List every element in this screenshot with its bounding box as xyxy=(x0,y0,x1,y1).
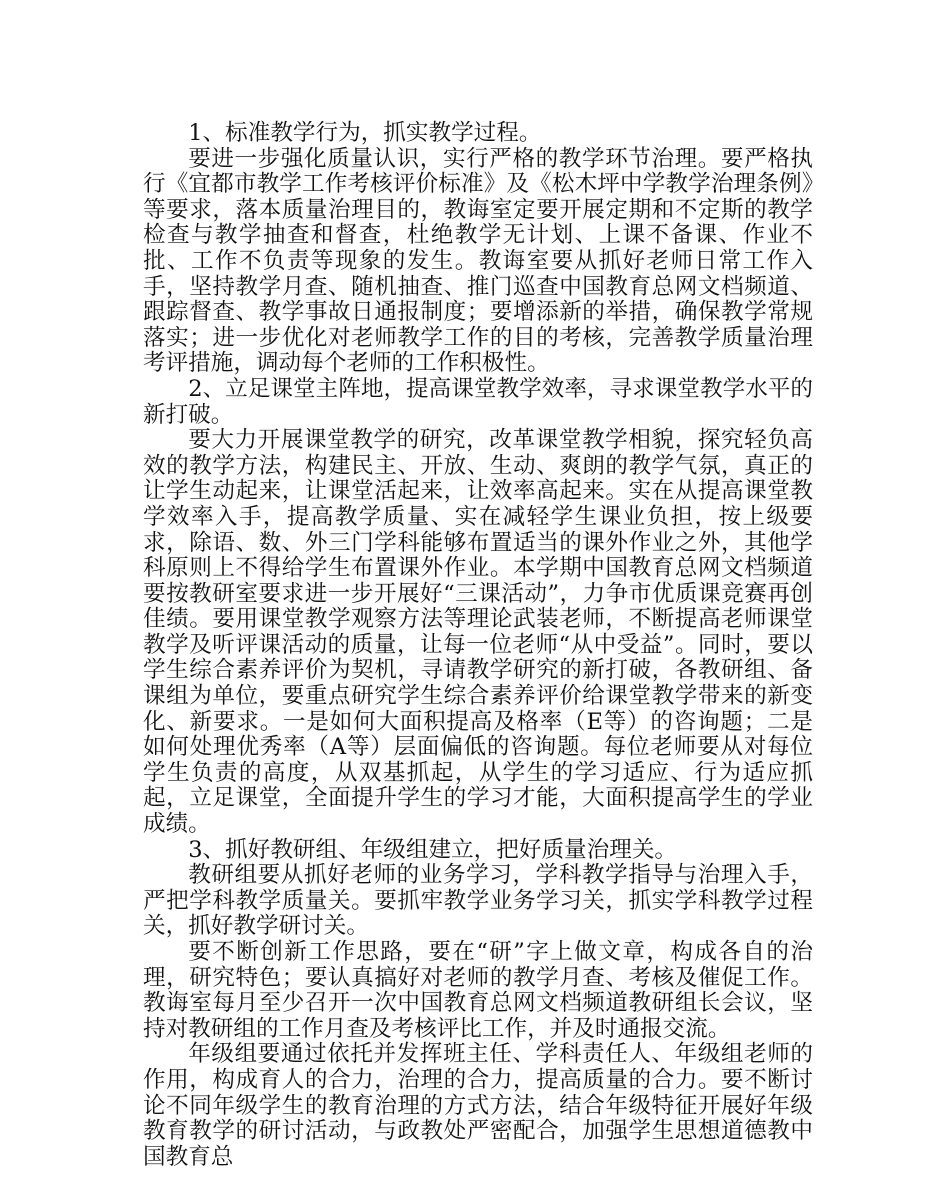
document-body xyxy=(143,121,813,1170)
section-heading-2: 2、立足课堂主阵地，提高课堂教学效率，寻求课堂教学水平的新打破。 xyxy=(143,375,813,428)
body-paragraph: 年级组要通过依托并发挥班主任、学科责任人、年级组老师的作用，构成育人的合力，治理的合力，提高质量的合力。要不断讨论不同年级学生的教育治理的方式方法，结合年级特征开展好年级教育教学的研讨活动，与政教处严密配合，加强学生思想道德教中国教育总 xyxy=(143,1041,813,1170)
body-paragraph: 要进一步强化质量认识，实行严格的教学环节治理。要严格执行《宜都市教学工作考核评价标准》及《松木坪中学教学治理条例》等要求，落本质量治理目的，教诲室定要开展定期和不定斯的教学检查与教学抽查和督查，杜绝教学无计划、上课不备课、作业不批、工作不负责等现象的发生。教诲室要从抓好老师日常工作入手，坚持教学月查、随机抽查、推门巡查中国教育总网文档频道、跟踪督查、教学事故日通报制度；要增添新的举措，确保教学常规落实；进一步优化对老师教学工作的目的考核，完善教学质量治理考评措施，调动每个老师的工作积极性。 xyxy=(143,145,813,377)
section-heading-1: 1、标准教学行为，抓实教学过程。 xyxy=(188,120,542,146)
section-heading-3: 3、抓好教研组、年级组建立，把好质量治理关。 xyxy=(188,836,678,863)
body-paragraph: 要不断创新工作思路，要在“研”字上做文章，构成各自的治理，研究特色；要认真搞好对老师的教学月查、考核及催促工作。教诲室每月至少召开一次中国教育总网文档频道教研组长会议，坚持对教研组的工作月查及考核评比工作，并及时通报交流。 xyxy=(143,939,813,1042)
body-paragraph: 教研组要从抓好老师的业务学习，学科教学指导与治理入手，严把学科教学质量关。要抓牢教学业务学习关，抓实学科教学过程关，抓好教学研讨关。 xyxy=(143,862,813,940)
body-paragraph: 要大力开展课堂教学的研究，改革课堂教学相貌，探究轻负高效的教学方法，构建民主、开放、生动、爽朗的教学气氛，真正的让学生动起来，让课堂活起来，让效率高起来。实在从提高课堂教学效率入手，提高教学质量、实在减轻学生课业负担，按上级要求，除语、数、外三门学科能够布置适当的课外作业之外，其他学科原则上不得给学生布置课外作业。本学期中国教育总网文档频道要按教研室要求进一步开展好“三课活动”，力争市优质课竞赛再创佳绩。要用课堂教学观察方法等理论武装老师，不断提高老师课堂教学及听评课活动的质量，让每一位老师“从中受益”。同时，要以学生综合素养评价为契机，寻请教学研究的新打破，各教研组、备课组为单位，要重点研究学生综合素养评价给课堂教学带来的新变化、新要求。一是如何大面积提高及格率（E等）的咨询题；二是如何处理优秀率（A等）层面偏低的咨询题。每位老师要从对每位学生负责的高度，从双基抓起，从学生的学习适应、行为适应抓起，立足课堂，全面提升学生的学习才能，大面积提高学生的学业成绩。 xyxy=(143,427,813,838)
